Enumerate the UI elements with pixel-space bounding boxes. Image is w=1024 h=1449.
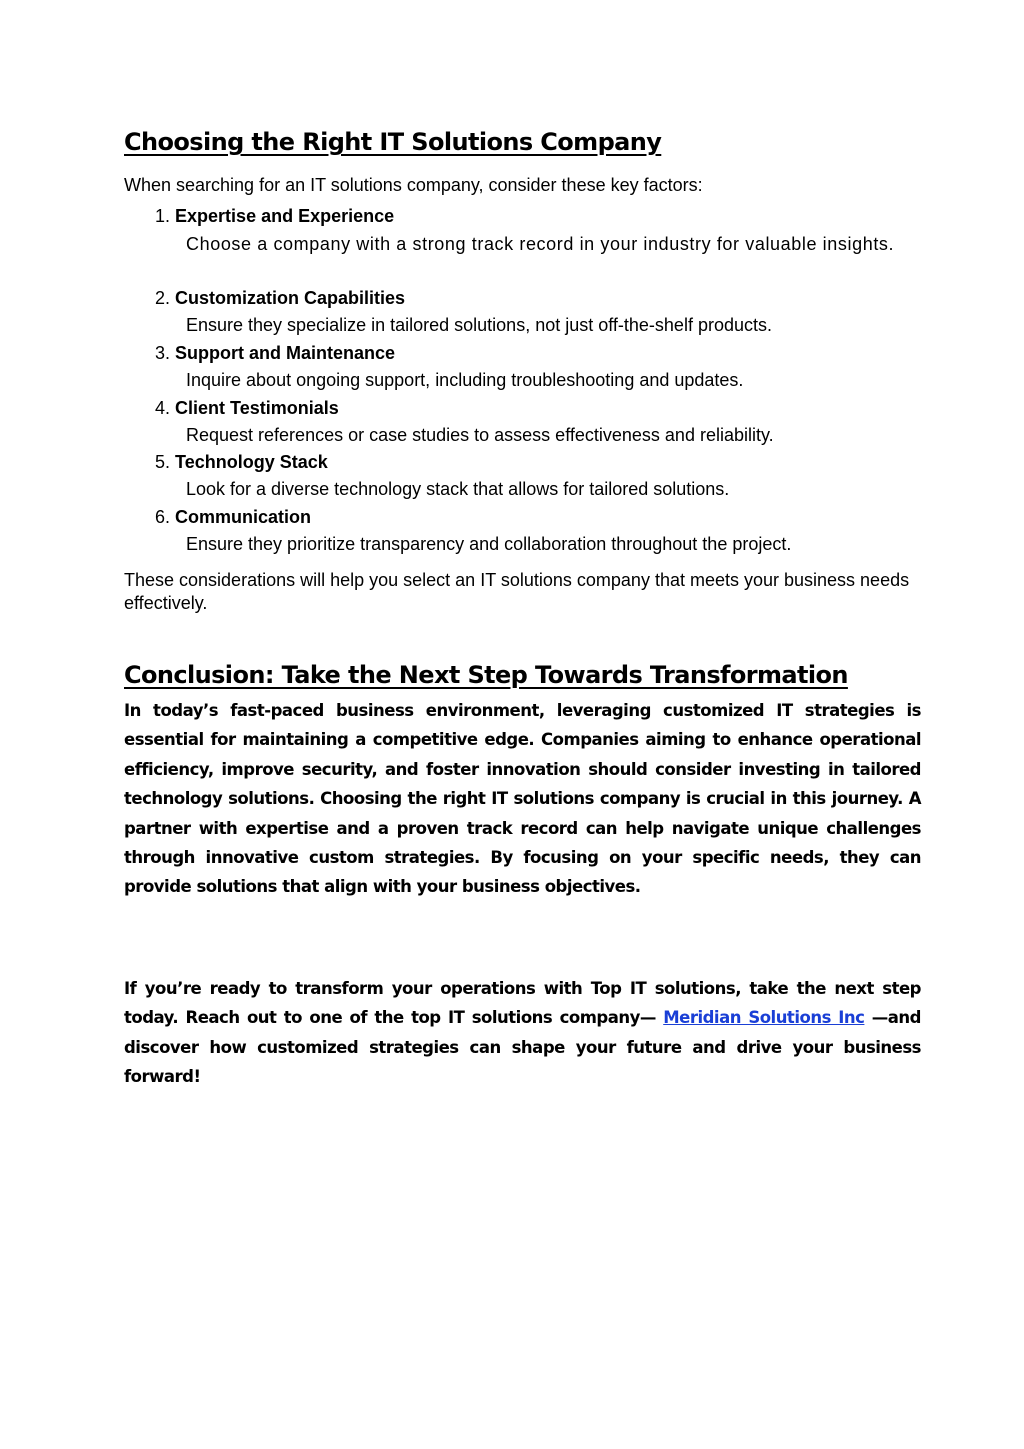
factor-title-text: Expertise and Experience — [175, 206, 395, 226]
conclusion-paragraph: In today’s fast-paced business environment, leveraging customized IT strategies is essential for maintaining a competitive edge. Companies aiming to enhance operational efficiency, improve security, and foster innovation should consider investing in tailored technology solutions. Choosing the right IT solutions company is crucial in this journey. A partner with expertise and a proven track record can help navigate unique challenges through innovative custom strategies. By focusing on your specific needs, they can provide solutions that align with your business objectives. — [124, 701, 921, 897]
cta-text-after: and discover how customized strategies can shape your future and drive your business forward! — [124, 1008, 921, 1087]
factor-number: 3. — [155, 343, 171, 363]
company-link[interactable]: Meridian Solutions Inc — [663, 1008, 865, 1028]
factor-title-text: Communication — [175, 507, 312, 527]
cta-dash: — — [864, 1008, 888, 1028]
factor-number: 1. — [155, 206, 171, 226]
cta-paragraph — [124, 974, 921, 1092]
factor-title — [155, 506, 311, 528]
section-heading-conclusion: Conclusion: Take the Next Step Towards Transformation — [124, 661, 848, 689]
factor-description: Ensure they specialize in tailored solutions, not just off-the-shelf products. — [186, 315, 772, 335]
factor-title-text: Client Testimonials — [175, 398, 339, 418]
factor-title — [155, 397, 339, 419]
factor-title — [155, 287, 405, 309]
factor-number: 6. — [155, 507, 171, 527]
factor-title-text: Technology Stack — [175, 452, 328, 472]
factor-description: Inquire about ongoing support, including troubleshooting and updates. — [186, 370, 744, 390]
factor-title-text: Customization Capabilities — [175, 288, 406, 308]
cta-text-before: If you’re ready to transform your operations with Top IT solutions, take the next step today. Reach out to one of the top IT solutions company— — [124, 979, 921, 1028]
factor-description: Ensure they prioritize transparency and collaboration throughout the project. — [186, 534, 792, 554]
factor-description: Choose a company with a strong track record in your industry for valuable insights. — [186, 234, 895, 254]
section-heading-choosing: Choosing the Right IT Solutions Company — [124, 128, 662, 156]
factor-title — [155, 342, 395, 364]
closing-text: These considerations will help you select an IT solutions company that meets your business needs effectively. — [124, 570, 910, 613]
factor-number: 2. — [155, 288, 171, 308]
factor-title-text: Support and Maintenance — [175, 343, 396, 363]
factor-number: 4. — [155, 398, 171, 418]
factor-description: Request references or case studies to assess effectiveness and reliability. — [186, 425, 774, 445]
intro-text: When searching for an IT solutions company, consider these key factors: — [124, 175, 703, 195]
factor-title — [155, 205, 394, 227]
factor-title — [155, 451, 328, 473]
factor-number: 5. — [155, 452, 171, 472]
factor-description: Look for a diverse technology stack that allows for tailored solutions. — [186, 479, 730, 499]
